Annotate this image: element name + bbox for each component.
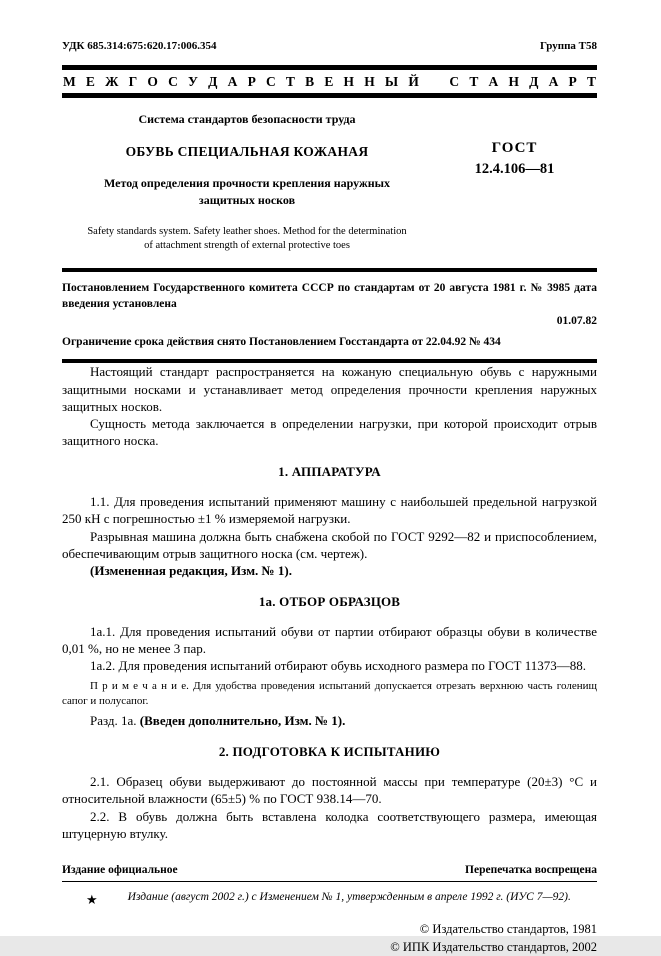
title-block [62,110,597,210]
section-2-paragraph-2: 2.2. В обувь должна быть вставлена колодка соответствующего размера, имеющая штуцерную втулку. [62,808,597,841]
section-1a-paragraph-1: 1а.1. Для проведения испытаний обуви от партии отбирают образцы обуви в количестве 0,01 %, но не менее 3 пар. [62,624,597,657]
footer-rule [62,881,597,882]
star-icon: ★ [86,891,98,907]
section-1-amendment-note: (Измененная редакция, Изм. № 1). [90,562,292,578]
copyright-block [62,920,597,956]
gost-number: 12.4.106—81 [474,161,555,177]
section-1a-note: П р и м е ч а н и е. Для удобства проведения испытаний допускается отрезать верхнюю часть голенищ сапог и полусапог. [62,680,597,708]
razd-prefix: Разд. 1а. [90,713,140,729]
copyright-line-1981: © Издательство стандартов, 1981 [419,921,597,936]
copyright-line-2002: © ИПК Издательство стандартов, 2002 [390,940,597,955]
intro-paragraph-2: Сущность метода заключается в определении нагрузки, при которой происходит отрыв защитного носка. [62,415,597,449]
decree-text: Постановлением Государственного комитета СССР по стандартам от 20 августа 1981 г. № 3985 дата введения установлена [62,282,597,311]
decree-top-rule [62,268,597,272]
section-1a-heading: 1а. ОТБОР ОБРАЗЦОВ [258,594,401,609]
standards-system-title: Система стандартов безопасности труда [138,112,356,126]
english-title-line1: Safety standards system. Safety leather shoes. Method for the determination [87,225,407,237]
footer-row [62,864,597,876]
section-1a-introduced-note [62,712,597,729]
gost-designation [432,110,597,210]
gost-label: ГОСТ [491,140,538,156]
section-2-paragraph-1: 2.1. Образец обуви выдерживают до постоянной массы при температуре (20±3) °С и относительной влажности (65±5) % по ГОСТ 938.14—70. [62,774,597,807]
document-header-row [62,40,597,52]
section-2-heading: 2. ПОДГОТОВКА К ИСПЫТАНИЮ [218,744,441,760]
section-1-paragraph-1: 1.1. Для проведения испытаний применяют машину с наибольшей предельной нагрузкой 250 кН с погрешностью ±1 % измеряемой нагрузки. [62,494,597,527]
section-1-paragraph-2: Разрывная машина должна быть снабжена скобой по ГОСТ 9292—82 и приспособлением, обеспечивающим отрыв защитного носка (см. чертеж). [62,528,597,561]
document-title: ОБУВЬ СПЕЦИАЛЬНАЯ КОЖАНАЯ [125,144,369,159]
group-code: Группа Т58 [539,40,597,52]
intro-paragraph-1: Настоящий стандарт распространяется на кожаную специальную обувь с наружными защитными носками и устанавливает метод определения прочности крепления наружных защитных носков. [62,364,597,414]
document-subtitle-line1: Метод определения прочности крепления наружных [103,176,391,190]
banner-bottom-rule [62,93,597,98]
english-title-line2: of attachment strength of external protective toes [144,240,350,252]
edition-note-row [62,891,597,906]
edition-note: Издание (август 2002 г.) с Изменением № 1, утвержденным в апреле 1992 г. (ИУС 7—92). [127,890,571,903]
standard-type-banner: М Е Ж Г О С У Д А Р С Т В Е Н Н Ы Й С Т А Н Д А Р Т [63,74,596,89]
introduction-date: 01.07.82 [556,315,597,328]
title-left-column [62,110,432,210]
limitation-text: Ограничение срока действия снято Постановлением Госстандарта от 22.04.92 № 434 [62,336,501,349]
section-1-heading: 1. АППАРАТУРА [278,464,381,480]
udk-code: УДК 685.314:675:620.17:006.354 [62,40,217,52]
section-1a-paragraph-2: 1а.2. Для проведения испытаний отбирают обувь исходного размера по ГОСТ 11373—88. [90,658,586,674]
official-edition-label: Издание официальное [62,863,178,876]
document-subtitle-line2: защитных носков [198,193,296,208]
english-title-block [62,225,432,254]
razd-amendment: (Введен дополнительно, Изм. № 1). [139,713,346,729]
reprint-prohibited-label: Перепечатка воспрещена [465,863,597,876]
